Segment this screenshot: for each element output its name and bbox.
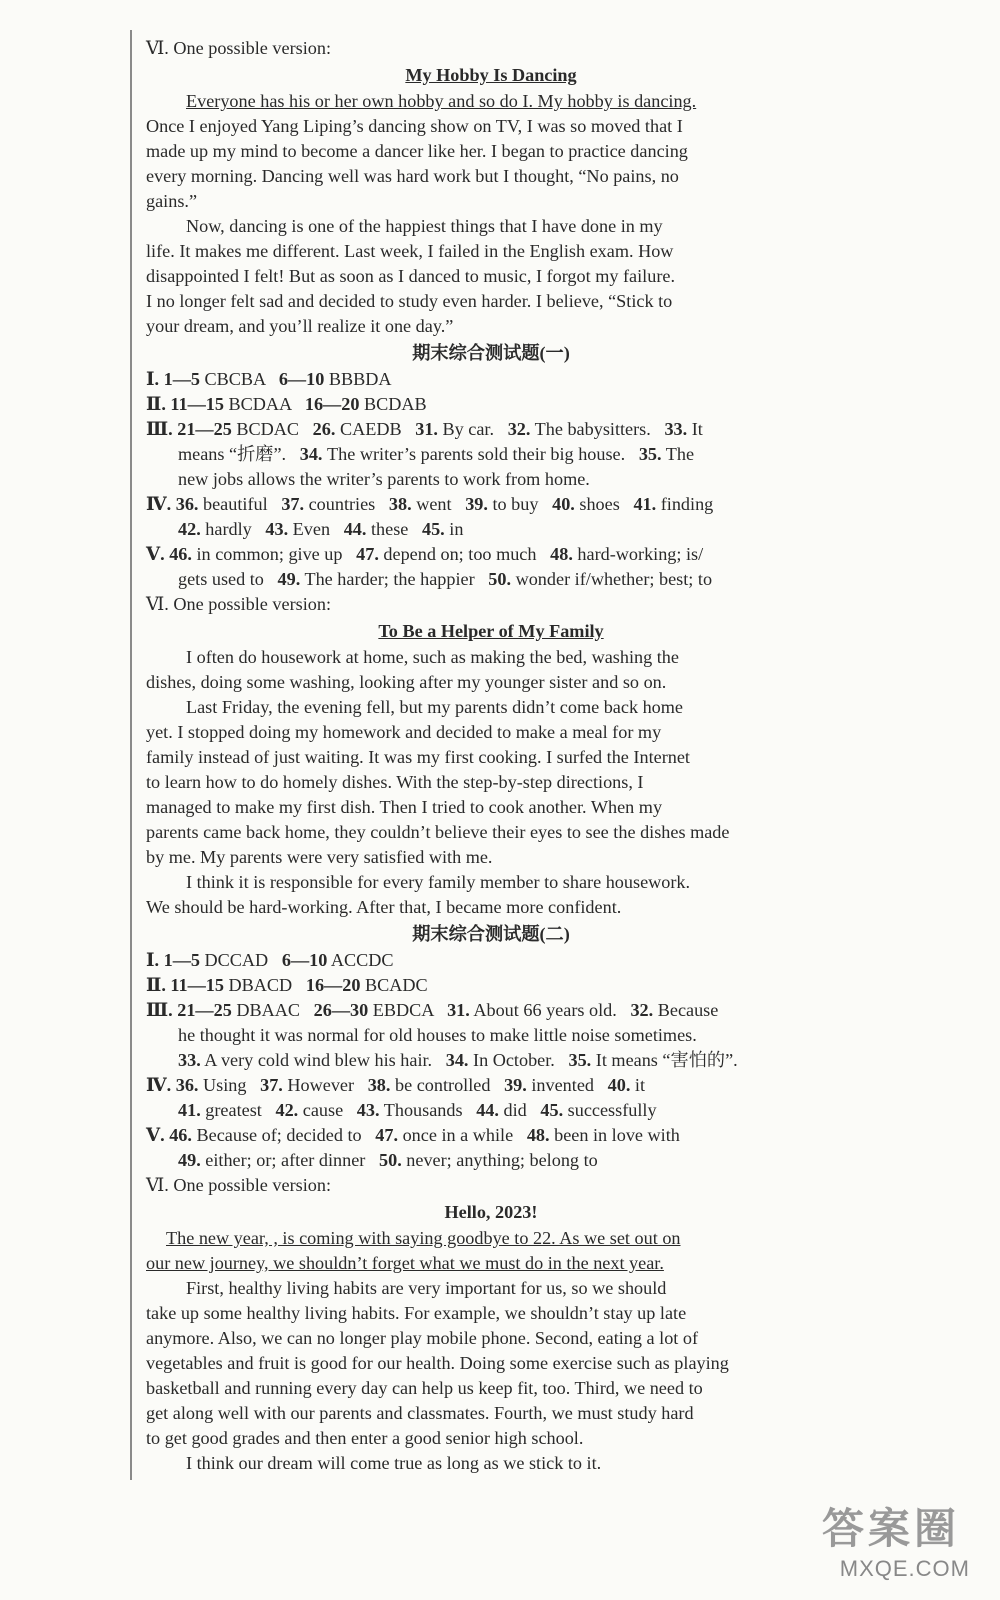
answer-text: cause bbox=[298, 1100, 357, 1120]
question-number: Ⅳ. 36. bbox=[146, 494, 199, 514]
answer-text: Using bbox=[198, 1075, 261, 1095]
answer-page bbox=[146, 36, 836, 1476]
answer-row bbox=[146, 492, 836, 517]
answer-text: It bbox=[687, 419, 703, 439]
essay-paragraph bbox=[146, 645, 836, 695]
answer-text: By car. bbox=[437, 419, 508, 439]
answer-row bbox=[146, 948, 836, 973]
test-title: 期末综合测试题(一) bbox=[412, 343, 570, 363]
answer-text: it bbox=[630, 1075, 646, 1095]
answer-row bbox=[146, 392, 836, 417]
answer-text: in common; give up bbox=[191, 544, 357, 564]
question-number: 40. bbox=[552, 494, 575, 514]
answer-text: The babysitters. bbox=[530, 419, 665, 439]
answer-text: wonder if/whether; best; to bbox=[511, 569, 713, 589]
question-number: 26—30 bbox=[313, 1000, 369, 1020]
question-number: Ⅳ. 36. bbox=[146, 1075, 199, 1095]
answer-text: these bbox=[366, 519, 422, 539]
section-heading: Ⅵ. One possible version: bbox=[146, 38, 331, 58]
question-number: 42. bbox=[178, 519, 201, 539]
answer-text: EBDCA bbox=[368, 1000, 448, 1020]
answer-text: gets used to bbox=[178, 569, 278, 589]
answer-text: in bbox=[444, 519, 464, 539]
answer-text: went bbox=[411, 494, 466, 514]
question-number: 6—10 bbox=[278, 369, 325, 389]
answer-text: In October. bbox=[468, 1050, 569, 1070]
essay-line: gains.” bbox=[146, 191, 198, 211]
question-number: 44. bbox=[343, 519, 367, 539]
question-number: 33. bbox=[178, 1050, 201, 1070]
answer-text: BCDAA bbox=[223, 394, 305, 414]
question-number: 41. bbox=[633, 494, 657, 514]
essay-paragraph bbox=[146, 870, 836, 920]
essay-line: I think our dream will come true as long as we stick to it. bbox=[186, 1453, 602, 1473]
question-number: 33. bbox=[664, 419, 688, 439]
answer-text: BCDAB bbox=[359, 394, 427, 414]
question-number: 50. bbox=[488, 569, 512, 589]
answer-text: BBBDA bbox=[324, 369, 392, 389]
answer-row bbox=[146, 973, 836, 998]
watermark-logo: 答案圈 bbox=[821, 1504, 960, 1553]
essay-line: I think it is responsible for every family member to share housework. bbox=[186, 872, 691, 892]
question-number: 16—20 bbox=[305, 975, 361, 995]
essay-line: disappointed I felt! But as soon as I danced to music, I forgot my failure. bbox=[146, 266, 676, 286]
question-number: 16—20 bbox=[304, 394, 360, 414]
essay-paragraph bbox=[146, 114, 836, 214]
answer-text: Even bbox=[288, 519, 344, 539]
question-number: 6—10 bbox=[281, 950, 328, 970]
essay-line: I often do housework at home, such as making the bed, washing the bbox=[186, 647, 679, 667]
answer-text: been in love with bbox=[549, 1125, 680, 1145]
section-heading: Ⅵ. One possible version: bbox=[146, 594, 331, 614]
answer-text: beautiful bbox=[198, 494, 282, 514]
essay-line: First, healthy living habits are very important for us, so we should bbox=[186, 1278, 667, 1298]
answer-text: Because bbox=[653, 1000, 719, 1020]
question-number: Ⅴ. 46. bbox=[146, 544, 192, 564]
answer-row bbox=[146, 1073, 836, 1098]
question-number: Ⅰ. 1—5 bbox=[146, 950, 200, 970]
answer-text: However bbox=[282, 1075, 368, 1095]
answer-text: to buy bbox=[487, 494, 553, 514]
answer-row bbox=[146, 517, 836, 542]
answer-text: About 66 years old. bbox=[469, 1000, 631, 1020]
answer-text: Because of; decided to bbox=[191, 1125, 376, 1145]
question-number: Ⅱ. 11—15 bbox=[146, 975, 224, 995]
answer-text: The harder; the happier bbox=[300, 569, 489, 589]
answer-text: shoes bbox=[574, 494, 634, 514]
answer-text: never; anything; belong to bbox=[401, 1150, 598, 1170]
essay-line: basketball and running every day can help us keep fit, too. Third, we need to bbox=[146, 1378, 703, 1398]
answer-text: BCADC bbox=[360, 975, 428, 995]
essay-line: every morning. Dancing well was hard work but I thought, “No pains, no bbox=[146, 166, 679, 186]
question-number: Ⅲ. 21—25 bbox=[146, 419, 232, 439]
essay-line: your dream, and you’ll realize it one day.” bbox=[146, 316, 454, 336]
question-number: 40. bbox=[607, 1075, 631, 1095]
answer-text: CBCBA bbox=[199, 369, 279, 389]
answer-text: invented bbox=[526, 1075, 608, 1095]
essay-line: Last Friday, the evening fell, but my parents didn’t come back home bbox=[186, 697, 683, 717]
essay-line: get along well with our parents and classmates. Fourth, we must study hard bbox=[146, 1403, 694, 1423]
answer-text: The bbox=[661, 444, 695, 464]
answer-row bbox=[146, 1023, 836, 1048]
answer-row bbox=[146, 467, 836, 492]
question-number: 47. bbox=[375, 1125, 399, 1145]
question-number: 43. bbox=[356, 1100, 380, 1120]
essay-line: Everyone has his or her own hobby and so do I. My hobby is dancing. bbox=[186, 91, 697, 111]
essay-line: I no longer felt sad and decided to study even harder. I believe, “Stick to bbox=[146, 291, 673, 311]
answer-text: did bbox=[498, 1100, 541, 1120]
section-heading: Ⅵ. One possible version: bbox=[146, 1175, 331, 1195]
question-number: 31. bbox=[415, 419, 438, 439]
answer-row bbox=[146, 1048, 836, 1073]
question-number: 45. bbox=[421, 519, 445, 539]
question-number: 34. bbox=[299, 444, 323, 464]
question-number: Ⅴ. 46. bbox=[146, 1125, 192, 1145]
essay-line: by me. My parents were very satisfied with me. bbox=[146, 847, 493, 867]
essay-line: parents came back home, they couldn’t believe their eyes to see the dishes made bbox=[146, 822, 730, 842]
question-number: 50. bbox=[379, 1150, 402, 1170]
answer-text: be controlled bbox=[390, 1075, 505, 1095]
essay-line: life. It makes me different. Last week, I failed in the English exam. How bbox=[146, 241, 674, 261]
essay-line: managed to make my first dish. Then I tried to cook another. When my bbox=[146, 797, 663, 817]
essay-line: We should be hard-working. After that, I became more confident. bbox=[146, 897, 622, 917]
question-number: 35. bbox=[568, 1050, 592, 1070]
question-number: 35. bbox=[638, 444, 662, 464]
essay-line: family instead of just waiting. It was my first cooking. I surfed the Internet bbox=[146, 747, 690, 767]
answer-text: Thousands bbox=[379, 1100, 477, 1120]
question-number: 41. bbox=[178, 1100, 201, 1120]
question-number: 37. bbox=[260, 1075, 283, 1095]
question-number: Ⅰ. 1—5 bbox=[146, 369, 200, 389]
essay-line: vegetables and fruit is good for our health. Doing some exercise such as playing bbox=[146, 1353, 729, 1373]
answer-text: either; or; after dinner bbox=[200, 1150, 379, 1170]
watermark-url: MXQE.COM bbox=[839, 1556, 970, 1581]
answer-text: It means “害怕的”. bbox=[591, 1050, 738, 1070]
essay-paragraph bbox=[146, 1226, 836, 1276]
answer-text: BCDAC bbox=[231, 419, 313, 439]
question-number: 49. bbox=[178, 1150, 201, 1170]
answer-row bbox=[146, 542, 836, 567]
test-title: 期末综合测试题(二) bbox=[412, 924, 570, 944]
question-number: 38. bbox=[367, 1075, 391, 1095]
essay-line: anymore. Also, we can no longer play mobile phone. Second, eating a lot of bbox=[146, 1328, 699, 1348]
essay-paragraph bbox=[146, 695, 836, 870]
answer-row bbox=[146, 1123, 836, 1148]
essay-title: Hello, 2023! bbox=[444, 1202, 538, 1222]
essay-line: to learn how to do homely dishes. With the step-by-step directions, I bbox=[146, 772, 644, 792]
answer-row bbox=[146, 1098, 836, 1123]
answer-text: CAEDB bbox=[335, 419, 416, 439]
question-number: Ⅲ. 21—25 bbox=[146, 1000, 232, 1020]
question-number: 32. bbox=[630, 1000, 654, 1020]
essay-paragraph bbox=[146, 1451, 836, 1476]
answer-row bbox=[146, 1148, 836, 1173]
question-number: 38. bbox=[388, 494, 412, 514]
answer-text: A very cold wind blew his hair. bbox=[200, 1050, 446, 1070]
essay-title: To Be a Helper of My Family bbox=[378, 621, 604, 641]
answer-text: countries bbox=[304, 494, 389, 514]
answer-text: means “折磨”. bbox=[178, 444, 300, 464]
essay-line: Once I enjoyed Yang Liping’s dancing show on TV, I was so moved that I bbox=[146, 116, 683, 136]
answer-text: successfully bbox=[563, 1100, 657, 1120]
margin-rule bbox=[130, 30, 132, 1480]
question-number: 44. bbox=[476, 1100, 499, 1120]
question-number: Ⅱ. 11—15 bbox=[146, 394, 224, 414]
essay-line: take up some healthy living habits. For example, we shouldn’t stay up late bbox=[146, 1303, 687, 1323]
question-number: 26. bbox=[312, 419, 336, 439]
answer-text: hardly bbox=[200, 519, 266, 539]
answer-text: new jobs allows the writer’s parents to work from home. bbox=[178, 469, 590, 489]
essay-line: our new journey, we shouldn’t forget what we must do in the next year. bbox=[146, 1253, 664, 1273]
answer-text: greatest bbox=[200, 1100, 276, 1120]
answer-row bbox=[146, 417, 836, 442]
answer-text: DCCAD bbox=[199, 950, 282, 970]
essay-paragraph bbox=[146, 214, 836, 339]
answer-text: once in a while bbox=[398, 1125, 527, 1145]
essay-paragraph bbox=[146, 1276, 836, 1451]
question-number: 32. bbox=[507, 419, 531, 439]
question-number: 43. bbox=[265, 519, 289, 539]
answer-row bbox=[146, 567, 836, 592]
question-number: 48. bbox=[526, 1125, 550, 1145]
answer-text: hard-working; is/ bbox=[572, 544, 704, 564]
answer-row bbox=[146, 442, 836, 467]
essay-title: My Hobby Is Dancing bbox=[405, 65, 577, 85]
essay-line: Now, dancing is one of the happiest things that I have done in my bbox=[186, 216, 663, 236]
question-number: 39. bbox=[465, 494, 488, 514]
answer-text: ACCDC bbox=[327, 950, 394, 970]
answer-text: depend on; too much bbox=[378, 544, 551, 564]
question-number: 37. bbox=[281, 494, 305, 514]
essay-line: to get good grades and then enter a good senior high school. bbox=[146, 1428, 584, 1448]
question-number: 42. bbox=[275, 1100, 299, 1120]
essay-line: The new year, , is coming with saying goodbye to 22. As we set out on bbox=[166, 1228, 681, 1248]
answer-text: DBAAC bbox=[231, 1000, 314, 1020]
answer-text: DBACD bbox=[223, 975, 306, 995]
essay-line: dishes, doing some washing, looking after my younger sister and so on. bbox=[146, 672, 667, 692]
question-number: 48. bbox=[550, 544, 573, 564]
essay-line: made up my mind to become a dancer like her. I began to practice dancing bbox=[146, 141, 688, 161]
question-number: 47. bbox=[356, 544, 379, 564]
answer-text: he thought it was normal for old houses to make little noise sometimes. bbox=[178, 1025, 697, 1045]
question-number: 39. bbox=[504, 1075, 527, 1095]
answer-row bbox=[146, 367, 836, 392]
essay-line: yet. I stopped doing my homework and decided to make a meal for my bbox=[146, 722, 662, 742]
question-number: 34. bbox=[445, 1050, 469, 1070]
question-number: 49. bbox=[277, 569, 301, 589]
question-number: 45. bbox=[540, 1100, 564, 1120]
answer-row bbox=[146, 998, 836, 1023]
answer-text: finding bbox=[656, 494, 714, 514]
question-number: 31. bbox=[447, 1000, 470, 1020]
answer-text: The writer’s parents sold their big house. bbox=[322, 444, 639, 464]
